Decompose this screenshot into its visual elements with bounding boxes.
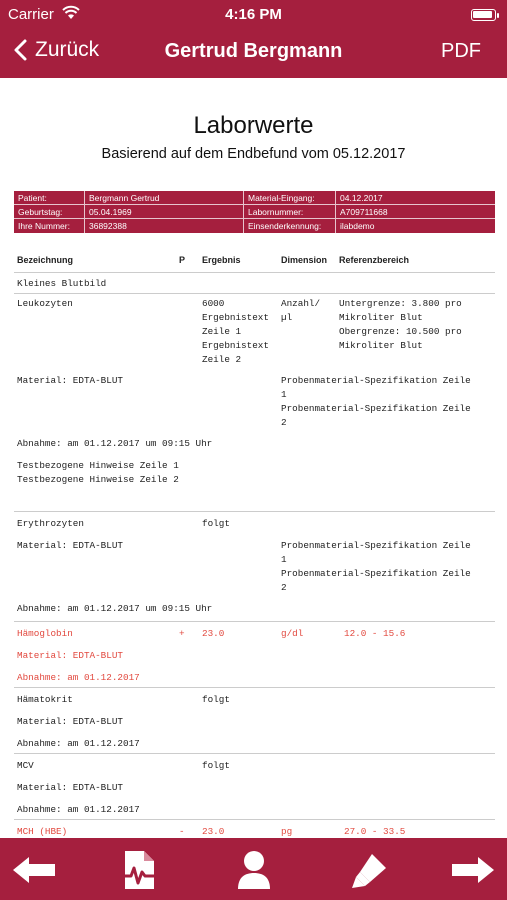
header-bezeichnung: Bezeichnung	[17, 255, 74, 265]
header-ergebnis: Ergebnis	[202, 255, 241, 265]
reference-line: Mikroliter Blut	[339, 312, 423, 323]
birthday-label: Geburtstag:	[14, 205, 85, 218]
chevron-left-icon	[14, 39, 27, 61]
material-line: Material: EDTA-BLUT	[17, 650, 124, 661]
battery-icon	[471, 9, 496, 21]
patient-value: Bergmann Gertrud	[85, 191, 244, 204]
specification-line: Probenmaterial-Spezifikation Zeile	[281, 403, 471, 414]
specification-line: Probenmaterial-Spezifikation Zeile	[281, 375, 471, 386]
arrow-left-icon[interactable]	[9, 850, 59, 890]
page-title: Gertrud Bergmann	[164, 40, 343, 62]
nav-bar	[0, 30, 507, 74]
patient-info-row	[14, 205, 495, 219]
reference-line: Mikroliter Blut	[339, 340, 423, 351]
material-line: Material: EDTA-BLUT	[17, 540, 124, 551]
group-row	[14, 275, 495, 294]
arrow-right-icon[interactable]	[448, 850, 498, 890]
patient-label: Patient:	[14, 191, 85, 204]
einsenderkennung-value: ilabdemo	[340, 221, 375, 231]
specification-line: Probenmaterial-Spezifikation Zeile	[281, 540, 471, 551]
header-dimension: Dimension	[281, 255, 328, 265]
labornummer-label: Labornummer:	[244, 205, 336, 218]
test-name: Hämoglobin	[17, 628, 73, 639]
result-line: Ergebnistext	[202, 340, 269, 351]
test-name: MCV	[17, 760, 34, 771]
specification-line: 1	[281, 554, 287, 565]
birthday-value: 05.04.1969	[85, 205, 244, 218]
specification-line: 2	[281, 582, 287, 593]
material-line: Material: EDTA-BLUT	[17, 716, 124, 727]
highlighter-icon[interactable]	[345, 850, 395, 890]
result-line: 6000	[202, 298, 225, 309]
lab-results	[14, 275, 495, 864]
table-row[interactable]	[14, 512, 495, 622]
dimension-line: Anzahl/	[281, 298, 321, 309]
abnahme-line: Abnahme: am 01.12.2017	[17, 738, 140, 749]
reference-value: 27.0 - 33.5	[344, 826, 406, 837]
labornummer-value: A709711668	[340, 207, 388, 217]
hint-line: Testbezogene Hinweise Zeile 2	[17, 474, 179, 485]
header-p: P	[179, 255, 186, 265]
material-line: Material: EDTA-BLUT	[17, 782, 124, 793]
material-line: Material: EDTA-BLUT	[17, 375, 124, 386]
flag-value: +	[179, 628, 185, 639]
abnahme-line: Abnahme: am 01.12.2017 um 09:15 Uhr	[17, 438, 213, 449]
battery-tip	[497, 13, 499, 18]
report-title: Laborwerte	[193, 112, 314, 139]
abnahme-line: Abnahme: am 01.12.2017	[17, 804, 140, 815]
reference-value: 12.0 - 15.6	[344, 628, 406, 639]
back-button[interactable]	[14, 38, 99, 62]
patient-info-table	[14, 191, 495, 233]
header-referenzbereich: Referenzbereich	[339, 255, 410, 265]
dimension-line: µl	[281, 312, 293, 323]
test-name: Erythrozyten	[17, 518, 84, 529]
patient-info-row	[14, 219, 495, 233]
ihre-nummer-value: 36892388	[85, 219, 244, 233]
pdf-button[interactable]: PDF	[441, 40, 481, 62]
document-ecg-icon[interactable]	[114, 850, 164, 890]
report-subtitle: Basierend auf dem Endbefund vom 05.12.2017	[101, 146, 406, 162]
table-row[interactable]	[14, 294, 495, 512]
result-value: folgt	[202, 694, 230, 705]
result-value: folgt	[202, 518, 230, 529]
flag-value: -	[179, 826, 185, 837]
abnahme-line: Abnahme: am 01.12.2017 um 09:15 Uhr	[17, 603, 213, 614]
dimension-value: pg	[281, 826, 293, 837]
material-eingang-value: 04.12.2017	[340, 193, 383, 203]
patient-info-row	[14, 191, 495, 205]
table-row[interactable]	[14, 754, 495, 820]
result-line: Zeile 2	[202, 354, 242, 365]
test-name: MCH (HBE)	[17, 826, 68, 837]
specification-line: 2	[281, 417, 287, 428]
test-name: Leukozyten	[17, 298, 73, 309]
result-line: Zeile 1	[202, 326, 242, 337]
reference-line: Untergrenze: 3.800 pro	[339, 298, 462, 309]
table-header	[14, 253, 495, 273]
result-line: Ergebnistext	[202, 312, 269, 323]
abnahme-line: Abnahme: am 01.12.2017	[17, 672, 140, 683]
material-eingang-label: Material-Eingang:	[244, 191, 336, 204]
carrier-label: Carrier	[8, 6, 54, 23]
group-label: Kleines Blutbild	[17, 278, 107, 289]
back-label: Zurück	[35, 38, 100, 61]
status-time: 4:16 PM	[225, 6, 282, 23]
result-value: 23.0	[202, 628, 225, 639]
test-name: Hämatokrit	[17, 694, 73, 705]
ihre-nummer-label: Ihre Nummer:	[14, 219, 85, 233]
status-bar	[0, 4, 507, 24]
dimension-value: g/dl	[281, 628, 304, 639]
bottom-toolbar	[0, 838, 507, 900]
result-value: 23.0	[202, 826, 225, 837]
reference-line: Obergrenze: 10.500 pro	[339, 326, 462, 337]
einsenderkennung-label: Einsenderkennung:	[244, 219, 336, 233]
table-row-abnormal[interactable]	[14, 622, 495, 688]
result-value: folgt	[202, 760, 230, 771]
person-icon[interactable]	[229, 850, 279, 890]
report-content[interactable]	[0, 78, 507, 838]
header	[0, 0, 507, 78]
hint-line: Testbezogene Hinweise Zeile 1	[17, 460, 179, 471]
table-row[interactable]	[14, 688, 495, 754]
specification-line: Probenmaterial-Spezifikation Zeile	[281, 568, 471, 579]
specification-line: 1	[281, 389, 287, 400]
